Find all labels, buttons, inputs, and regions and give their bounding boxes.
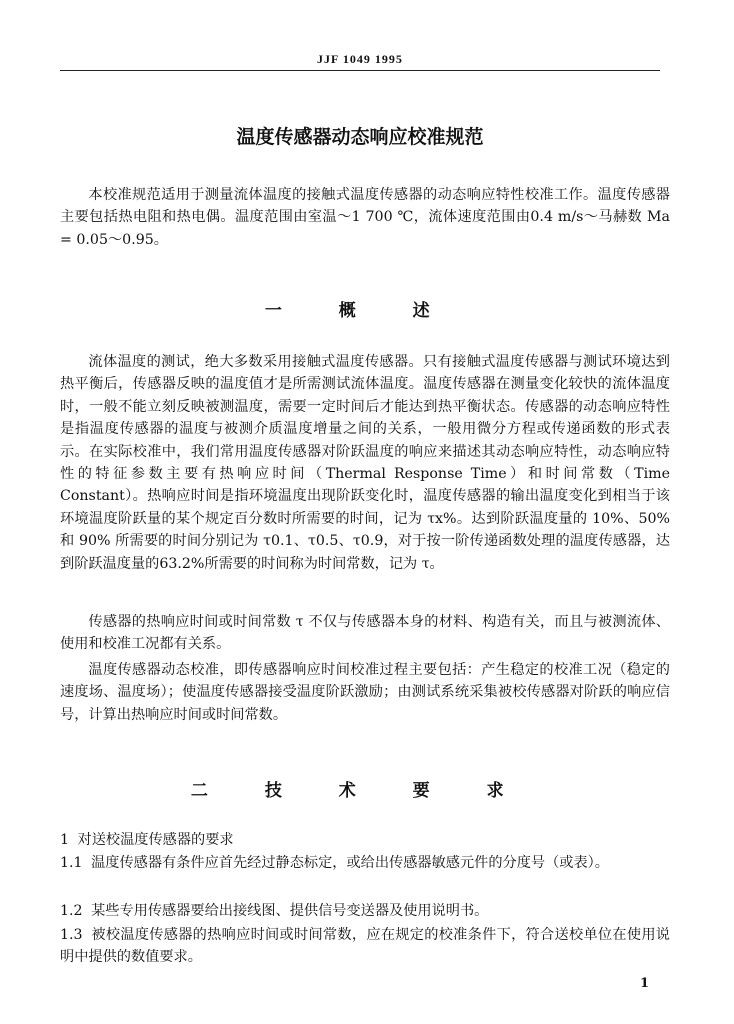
requirement-item: [60, 829, 670, 851]
requirement-number: 1.2: [60, 903, 83, 919]
section-heading-overview: 一 概 述: [264, 301, 456, 321]
requirement-number: 1.3: [60, 927, 83, 943]
requirement-text: 被校温度传感器的热响应时间或时间常数，应在规定的校准条件下，符合送校单位在使用说明中提供的数值要求。: [60, 927, 670, 966]
running-header: JJF 1049 1995: [317, 52, 403, 66]
requirement-number: 1.1: [60, 855, 83, 871]
requirement-number: 1: [60, 832, 70, 848]
header-rule: [60, 70, 660, 71]
requirement-item: [60, 924, 670, 969]
overview-paragraph-3: 温度传感器动态校准，即传感器响应时间校准过程主要包括：产生稳定的校准工况（稳定的速度场、温度场）；使温度传感器接受温度阶跃激励；由测试系统采集被校传感器对阶跃的响应信号，计算出热响应时间或时间常数。: [60, 662, 670, 723]
section-heading-technical-requirements: 二 技 术 要 求: [190, 781, 530, 801]
requirement-item: [60, 852, 670, 874]
intro-paragraph: 本校准规范适用于测量流体温度的接触式温度传感器的动态响应特性校准工作。温度传感器主要包括热电阻和热电偶。温度范围由室温～1 700 ℃，流体速度范围由0.4 m/s～马赫数 Ma = 0.05～0.95。: [60, 187, 670, 248]
overview-paragraph-1: 流体温度的测试，绝大多数采用接触式温度传感器。只有接触式温度传感器与测试环境达到热平衡后，传感器反映的温度值才是所需测试流体温度。温度传感器在测量变化较快的流体温度时，一般不能立刻反映被测温度，需要一定时间后才能达到热平衡状态。传感器的动态响应特性是指温度传感器的温度与被测介质温度增量之间的关系，一般用微分方程或传递函数的形式表示。在实际校准中，我们常用温度传感器对阶跃温度的响应来描述其动态响应特性，动态响应特性的特征参数主要有热响应时间（Thermal Response Time）和时间常数（Time Constant）。热响应时间是指环境温度出现阶跃变化时，温度传感器的输出温度变化到相当于该环境温度阶跃量的某个规定百分数时所需要的时间，记为 τx%。达到阶跃温度量的 10%、50% 和 90% 所需要的时间分别记为 τ0.1、τ0.5、τ0.9，对于按一阶传递函数处理的温度传感器，达到阶跃温度量的63.2%所需要的时间称为时间常数，记为 τ。: [60, 354, 670, 572]
requirement-item: [60, 900, 670, 922]
overview-paragraph-2: 传感器的热响应时间或时间常数 τ 不仅与传感器本身的材料、构造有关，而且与被测流体、使用和校准工况都有关系。: [60, 614, 670, 653]
page-number: 1: [640, 976, 650, 991]
document-title: 温度传感器动态响应校准规范: [236, 126, 484, 148]
requirement-text: 某些专用传感器要给出接线图、提供信号变送器及使用说明书。: [91, 903, 489, 919]
requirement-text: 温度传感器有条件应首先经过静态标定，或给出传感器敏感元件的分度号（或表）。: [91, 855, 609, 871]
requirement-text: 对送校温度传感器的要求: [77, 832, 234, 848]
